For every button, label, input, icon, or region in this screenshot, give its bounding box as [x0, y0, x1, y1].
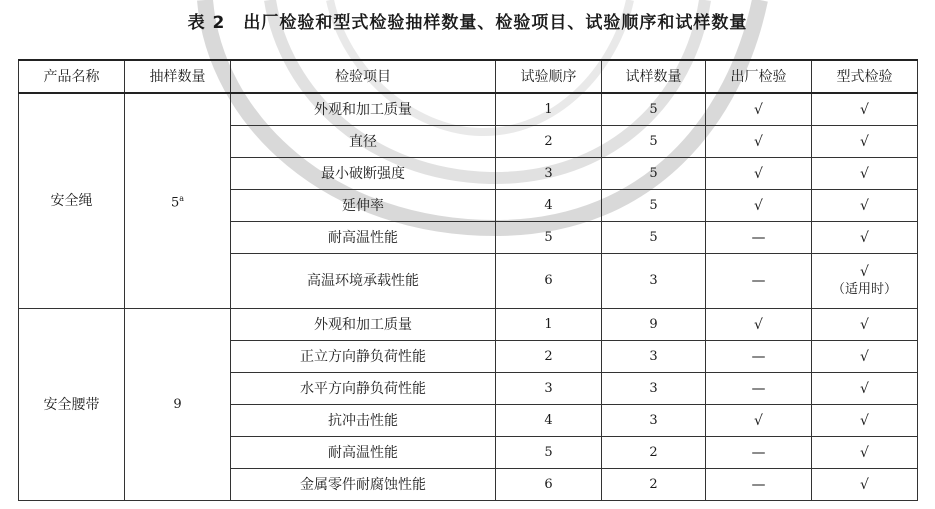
type-inspection-mark: √ — [812, 93, 918, 126]
sample-quantity-cell: 5$^a$ — [125, 93, 231, 309]
specimen-count-cell: 3 — [602, 341, 706, 373]
inspection-item-cell: 最小破断强度 — [231, 158, 496, 190]
product-name-cell: 安全腰带 — [19, 309, 125, 501]
type-inspection-mark: √ — [812, 437, 918, 469]
header-type-inspection: 型式检验 — [812, 60, 918, 93]
factory-inspection-mark: √ — [706, 309, 812, 341]
table-row — [19, 93, 918, 126]
inspection-item-cell: 正立方向静负荷性能 — [231, 341, 496, 373]
specimen-count-cell: 5 — [602, 190, 706, 222]
specimen-count-cell: 9 — [602, 309, 706, 341]
test-order-cell: 1 — [496, 309, 602, 341]
specimen-count-cell: 5 — [602, 126, 706, 158]
inspection-item-cell: 外观和加工质量 — [231, 93, 496, 126]
type-inspection-mark: √ — [812, 309, 918, 341]
footnote-marker: a — [179, 193, 185, 203]
inspection-item-cell: 金属零件耐腐蚀性能 — [231, 469, 496, 501]
header-product-name: 产品名称 — [19, 60, 125, 93]
type-inspection-mark: √ — [812, 341, 918, 373]
factory-inspection-mark: √ — [706, 93, 812, 126]
type-inspection-mark: √ — [812, 373, 918, 405]
test-order-cell: 2 — [496, 126, 602, 158]
test-order-cell: 4 — [496, 405, 602, 437]
inspection-item-cell: 耐高温性能 — [231, 222, 496, 254]
test-order-cell: 3 — [496, 158, 602, 190]
applicability-note: （适用时） — [831, 282, 897, 297]
type-inspection-mark: √ — [812, 469, 918, 501]
type-inspection-mark: √ — [812, 190, 918, 222]
header-specimen-count: 试样数量 — [602, 60, 706, 93]
test-order-cell: 3 — [496, 373, 602, 405]
factory-inspection-mark: √ — [706, 126, 812, 158]
inspection-table — [18, 59, 918, 501]
table-title: 表 2 出厂检验和型式检验抽样数量、检验项目、试验顺序和试样数量 — [187, 13, 748, 33]
test-order-cell: 2 — [496, 341, 602, 373]
factory-inspection-mark: — — [706, 437, 812, 469]
factory-inspection-mark: √ — [706, 405, 812, 437]
specimen-count-cell: 5 — [602, 93, 706, 126]
sample-quantity-cell: 9 — [125, 309, 231, 501]
specimen-count-cell: 2 — [602, 469, 706, 501]
inspection-item-cell: 直径 — [231, 126, 496, 158]
inspection-item-cell: 延伸率 — [231, 190, 496, 222]
type-inspection-mark: √ — [812, 222, 918, 254]
factory-inspection-mark: — — [706, 254, 812, 309]
specimen-count-cell: 2 — [602, 437, 706, 469]
inspection-item-cell: 水平方向静负荷性能 — [231, 373, 496, 405]
test-order-cell: 4 — [496, 190, 602, 222]
table-row — [19, 309, 918, 341]
header-inspection-item: 检验项目 — [231, 60, 496, 93]
type-inspection-mark: √ — [812, 405, 918, 437]
test-order-cell: 6 — [496, 254, 602, 309]
specimen-count-cell: 5 — [602, 222, 706, 254]
test-order-cell: 6 — [496, 469, 602, 501]
inspection-item-cell: 高温环境承载性能 — [231, 254, 496, 309]
type-inspection-mark: √ （适用时） — [812, 254, 918, 309]
specimen-count-cell: 3 — [602, 254, 706, 309]
type-inspection-mark: √ — [812, 126, 918, 158]
type-inspection-mark: √ — [812, 158, 918, 190]
header-sample-quantity: 抽样数量 — [125, 60, 231, 93]
header-test-order: 试验顺序 — [496, 60, 602, 93]
factory-inspection-mark: — — [706, 341, 812, 373]
factory-inspection-mark: √ — [706, 190, 812, 222]
specimen-count-cell: 3 — [602, 405, 706, 437]
factory-inspection-mark: — — [706, 469, 812, 501]
specimen-count-cell: 5 — [602, 158, 706, 190]
factory-inspection-mark: — — [706, 373, 812, 405]
test-order-cell: 5 — [496, 437, 602, 469]
inspection-item-cell: 耐高温性能 — [231, 437, 496, 469]
inspection-item-cell: 外观和加工质量 — [231, 309, 496, 341]
factory-inspection-mark: √ — [706, 158, 812, 190]
specimen-count-cell: 3 — [602, 373, 706, 405]
inspection-item-cell: 抗冲击性能 — [231, 405, 496, 437]
test-order-cell: 1 — [496, 93, 602, 126]
header-factory-inspection: 出厂检验 — [706, 60, 812, 93]
test-order-cell: 5 — [496, 222, 602, 254]
factory-inspection-mark: — — [706, 222, 812, 254]
product-name-cell: 安全绳 — [19, 93, 125, 309]
